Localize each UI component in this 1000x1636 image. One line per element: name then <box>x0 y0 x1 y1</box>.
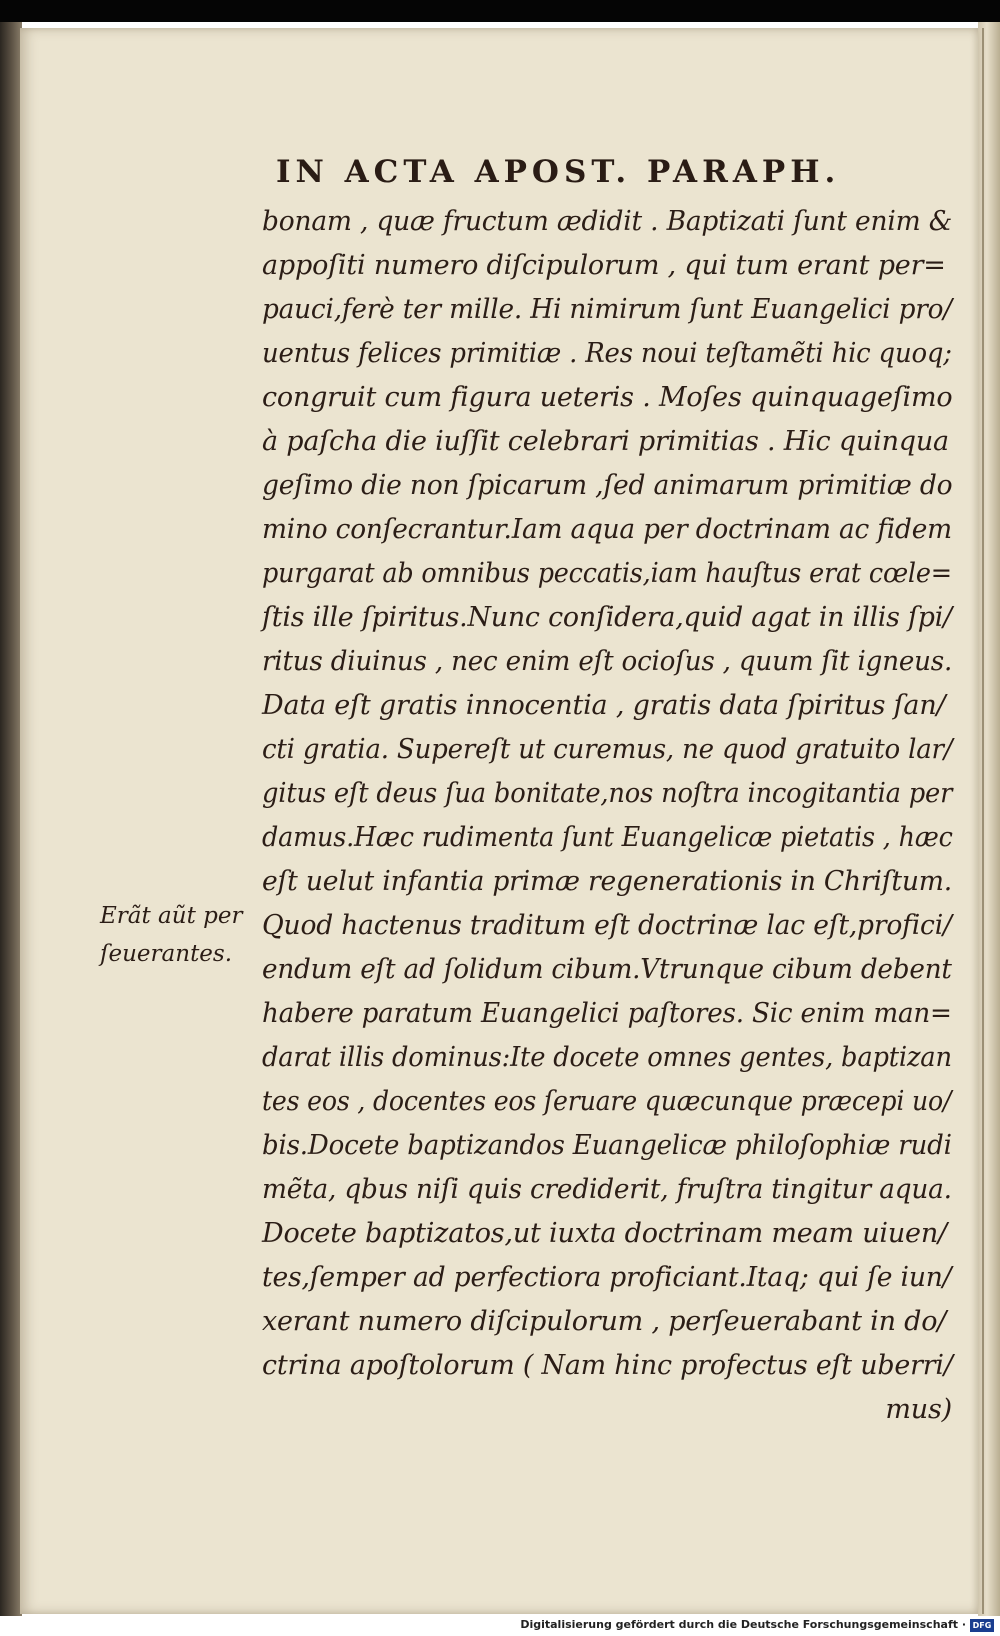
marginal-note-line: Erãt aũt per <box>100 903 243 929</box>
funding-credit: Digitalisierung gefördert durch die Deutsche Forschungsgemeinschaft · <box>520 1618 966 1631</box>
text-line: appoſiti numero diſcipulorum , qui tum erant per= <box>262 250 946 281</box>
book-page <box>20 28 978 1614</box>
text-line: mẽta, qbus niſi quis crediderit, fruſtra tingitur aqua. <box>262 1174 952 1205</box>
page-margin-line <box>982 28 984 1614</box>
text-line: xerant numero diſcipulorum , perſeuerabant in do/ <box>262 1306 947 1337</box>
text-line: Docete baptizatos,ut iuxta doctrinam meam uiuen/ <box>262 1218 947 1249</box>
running-header: IN ACTA APOST. PARAPH. <box>276 154 841 190</box>
dfg-logo: DFG <box>970 1619 994 1632</box>
text-line: mino conſecrantur.Iam aqua per doctrinam ac fidem <box>262 514 952 545</box>
book-spine <box>0 22 22 1622</box>
marginal-note-line: ſeuerantes. <box>100 941 233 967</box>
text-line: mus) <box>885 1394 952 1425</box>
text-line: à paſcha die iuſſit celebrari primitias . Hic quinqua <box>262 426 949 457</box>
text-line: cti gratia. Supereſt ut curemus, ne quod gratuito lar/ <box>262 734 953 765</box>
text-line: ritus diuinus , nec enim eſt ocioſus , quum ſit igneus. <box>262 646 953 677</box>
text-line: gitus eſt deus ſua bonitate,nos noſtra incogitantia per <box>262 778 953 809</box>
text-line: pauci,ferè ter mille. Hi nimirum ſunt Euangelici pro/ <box>262 294 952 325</box>
text-line: uentus felices primitiæ . Res noui teſtamẽti hic quoq; <box>262 338 952 369</box>
scan-top-border <box>0 0 1000 22</box>
text-line: geſimo die non ſpicarum ,ſed animarum primitiæ do <box>262 470 953 501</box>
text-line: darat illis dominus:Ite docete omnes gentes, baptizan <box>262 1042 952 1073</box>
text-line: Data eſt gratis innocentia , gratis data ſpiritus ſan/ <box>262 690 946 721</box>
text-line: tes,ſemper ad perfectiora proficiant.Itaq; qui ſe iun/ <box>262 1262 952 1293</box>
text-line: habere paratum Euangelici paſtores. Sic enim man= <box>262 998 952 1029</box>
text-line: endum eſt ad ſolidum cibum.Vtrunque cibum debent <box>262 954 952 985</box>
text-line: eſt uelut infantia primæ regenerationis in Chriſtum. <box>262 866 953 897</box>
text-line: ſtis ille ſpiritus.Nunc conſidera,quid agat in illis ſpi/ <box>262 602 952 633</box>
text-line: congruit cum figura ueteris . Moſes quinquageſimo <box>262 382 953 413</box>
text-line: tes eos , docentes eos ſeruare quæcunque præcepi uo/ <box>262 1086 952 1117</box>
footer-bar <box>0 1616 1000 1636</box>
text-line: damus.Hæc rudimenta ſunt Euangelicæ pietatis , hæc <box>262 822 953 853</box>
text-line: ctrina apoſtolorum ( Nam hinc profectus eſt uberri/ <box>262 1350 953 1381</box>
text-line: bis.Docete baptizandos Euangelicæ philoſophiæ rudi <box>262 1130 952 1161</box>
text-line: bonam , quæ fructum ædidit . Baptizati ſunt enim & <box>262 206 953 237</box>
text-line: purgarat ab omnibus peccatis,iam hauſtus erat cœle= <box>262 558 952 589</box>
text-line: Quod hactenus traditum eſt doctrinæ lac eſt,profici/ <box>262 910 952 941</box>
